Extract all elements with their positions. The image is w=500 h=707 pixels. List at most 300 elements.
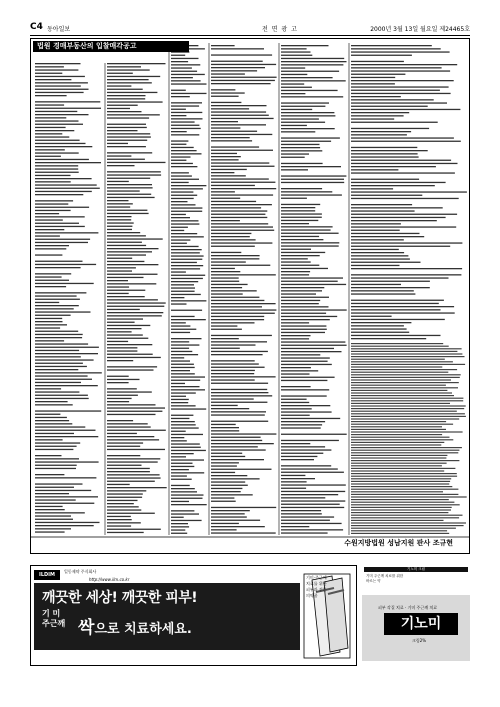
fine-print-line xyxy=(171,179,199,180)
fine-print-line xyxy=(211,348,240,349)
fine-print-line xyxy=(281,348,334,349)
fine-print-line xyxy=(35,223,79,224)
fine-print-line xyxy=(35,436,98,437)
fine-print-line xyxy=(107,468,150,469)
fine-print-line xyxy=(281,468,338,469)
fine-print-line xyxy=(281,526,309,527)
fine-print-line xyxy=(107,325,150,326)
fine-print-line xyxy=(351,507,452,508)
fine-print-line xyxy=(211,510,250,511)
fine-print-line xyxy=(107,446,140,447)
fine-print-line xyxy=(281,507,344,508)
fine-print-line xyxy=(281,377,335,378)
fine-print-line xyxy=(281,188,322,189)
fine-print-line xyxy=(171,329,196,330)
fine-print-line xyxy=(211,223,268,224)
fine-print-line xyxy=(351,128,429,129)
fine-print-line xyxy=(107,493,143,494)
fine-print-line xyxy=(211,414,265,415)
fine-print-line xyxy=(211,140,252,141)
fine-print-line xyxy=(107,500,138,501)
fine-print-line xyxy=(35,276,62,277)
fine-print-line xyxy=(351,509,451,510)
fine-print-line xyxy=(171,172,189,173)
fine-print-line xyxy=(35,248,66,249)
fine-print-line xyxy=(281,217,322,218)
fine-print-line xyxy=(211,246,255,247)
fine-print-line xyxy=(171,233,197,234)
fine-print-line xyxy=(351,122,438,123)
fine-print-line xyxy=(171,316,195,317)
fine-print-line xyxy=(281,169,308,170)
fine-print-line xyxy=(351,424,453,425)
fine-print-line xyxy=(351,517,459,518)
fine-print-line xyxy=(107,124,146,125)
fine-print-line xyxy=(171,291,195,292)
notice-title: 법원 경매부동산의 입찰매각공고 xyxy=(33,41,189,52)
fine-print-line xyxy=(211,255,260,256)
fine-print-line xyxy=(107,143,128,144)
fine-print-line xyxy=(281,484,346,485)
fine-print-line xyxy=(211,379,255,380)
fine-print-line xyxy=(281,364,332,365)
fine-print-line xyxy=(35,503,94,504)
ad-subheadline xyxy=(78,613,192,638)
fine-print-line xyxy=(35,156,61,157)
fine-print-line xyxy=(351,290,414,291)
fine-print-line xyxy=(35,143,86,144)
fine-print-line xyxy=(281,112,334,113)
fine-print-line xyxy=(35,420,69,421)
fine-print-line xyxy=(351,395,454,396)
fine-print-line xyxy=(211,389,267,390)
fine-print-line xyxy=(107,261,144,262)
fine-print-line xyxy=(211,402,267,403)
fine-print-line xyxy=(171,163,193,164)
fine-print-line xyxy=(351,131,411,132)
fine-print-line xyxy=(35,124,83,125)
fine-print-line xyxy=(107,299,158,300)
fine-print-line xyxy=(281,80,346,81)
fine-print-line xyxy=(211,430,239,431)
fine-print-line xyxy=(107,465,142,466)
fine-print-line xyxy=(107,369,154,370)
fine-print-line xyxy=(107,136,151,137)
fine-print-line xyxy=(171,220,199,221)
fine-print-line xyxy=(281,204,320,205)
fine-print-line xyxy=(107,277,144,278)
fine-print-line xyxy=(171,255,204,256)
fine-print-line xyxy=(211,446,258,447)
fine-print-line xyxy=(211,478,260,479)
fine-print-line xyxy=(107,270,132,271)
fine-print-line xyxy=(171,322,186,323)
fine-print-line xyxy=(281,115,335,116)
fine-print-line xyxy=(211,383,268,384)
fine-print-line xyxy=(281,245,339,246)
fine-print-line xyxy=(107,525,131,526)
fine-print-line xyxy=(35,146,92,147)
fine-print-line xyxy=(211,370,255,371)
fine-print-line xyxy=(35,104,64,105)
fine-print-line xyxy=(107,411,162,412)
fine-print-line xyxy=(281,424,322,425)
fine-print-line xyxy=(171,498,203,499)
fine-print-line xyxy=(351,470,444,471)
fine-print-line xyxy=(281,500,345,501)
fine-print-line xyxy=(107,283,156,284)
fine-print-line xyxy=(35,487,74,488)
fine-print-line xyxy=(107,200,129,201)
court-auction-notice xyxy=(30,38,470,554)
fine-print-line xyxy=(281,408,312,409)
fine-print-line xyxy=(211,89,235,90)
fine-print-line xyxy=(107,178,150,179)
fine-print-line xyxy=(35,334,83,335)
fine-print-line xyxy=(35,245,69,246)
fine-print-line xyxy=(107,306,164,307)
fine-print-line xyxy=(211,239,256,240)
fine-print-line xyxy=(351,83,395,84)
fine-print-line xyxy=(171,466,194,467)
fine-print-line xyxy=(351,141,461,142)
fine-print-line xyxy=(107,426,151,427)
side-line-1: 기미·주근깨 xyxy=(306,575,327,580)
fine-print-line xyxy=(211,191,235,192)
fine-print-line xyxy=(351,351,457,352)
fine-print-line xyxy=(171,472,204,473)
fine-print-line xyxy=(171,450,206,451)
fine-print-line xyxy=(281,284,346,285)
fine-print-line xyxy=(171,188,203,189)
fine-print-line xyxy=(107,264,158,265)
fine-print-line xyxy=(211,472,235,473)
fine-print-line xyxy=(351,431,463,432)
fine-print-line xyxy=(211,156,241,157)
brand-url: http://www.ilm.co.kr xyxy=(89,577,130,582)
fine-print-line xyxy=(107,487,167,488)
fine-print-line xyxy=(107,152,152,153)
fine-print-line xyxy=(351,348,462,349)
fine-print-line xyxy=(107,328,142,329)
fine-print-line xyxy=(171,217,190,218)
fine-print-line xyxy=(171,348,189,349)
fine-print-line xyxy=(107,293,129,294)
fine-print-line xyxy=(171,459,204,460)
fine-print-line xyxy=(351,528,456,529)
fine-print-line xyxy=(35,483,83,484)
fine-print-line xyxy=(171,118,203,119)
fine-print-line xyxy=(281,194,342,195)
fine-print-line xyxy=(171,83,207,84)
fine-print-line xyxy=(211,367,265,368)
fine-print-line xyxy=(171,360,190,361)
fine-print-line xyxy=(171,268,200,269)
fine-print-line xyxy=(351,426,442,427)
fine-print-line xyxy=(107,379,140,380)
fine-print-line xyxy=(281,325,326,326)
fine-print-line xyxy=(35,522,100,523)
fine-print-line xyxy=(281,303,319,304)
fine-print-line xyxy=(35,210,71,211)
fine-print-line xyxy=(107,229,132,230)
fine-print-line xyxy=(107,423,148,424)
fine-print-line xyxy=(351,226,456,227)
fine-print-line xyxy=(281,210,315,211)
section-title: 전 면 광 고 xyxy=(262,26,298,33)
fine-print-line xyxy=(281,357,330,358)
fine-print-line xyxy=(351,61,404,62)
fine-print-line xyxy=(107,350,137,351)
fine-print-line xyxy=(351,481,450,482)
fine-print-line xyxy=(107,171,161,172)
fine-print-line xyxy=(35,203,68,204)
fine-print-line xyxy=(35,226,85,227)
fine-print-line xyxy=(107,360,133,361)
fine-print-line xyxy=(351,220,437,221)
fine-print-line xyxy=(281,354,320,355)
fine-print-line xyxy=(351,520,444,521)
fine-print-line xyxy=(281,207,315,208)
fine-print-line xyxy=(35,363,83,364)
fine-print-line xyxy=(351,429,446,430)
fine-print-line xyxy=(351,182,446,183)
fine-print-line xyxy=(281,297,329,298)
fine-print-line xyxy=(35,184,97,185)
fine-print-line xyxy=(281,300,320,301)
fine-print-line xyxy=(107,344,152,345)
fine-print-line xyxy=(35,79,71,80)
fine-print-line xyxy=(107,242,142,243)
fine-print-line xyxy=(171,437,184,438)
fine-print-line xyxy=(211,411,266,412)
fine-print-line xyxy=(211,188,276,189)
fine-print-line xyxy=(107,414,156,415)
fine-print-line xyxy=(281,472,344,473)
fine-print-line xyxy=(107,63,166,64)
fine-print-line xyxy=(107,395,138,396)
fine-print-line xyxy=(351,460,459,461)
fine-print-line xyxy=(351,499,449,500)
fine-print-line xyxy=(107,290,145,291)
fine-print-line xyxy=(211,316,264,317)
fine-print-line xyxy=(107,516,131,517)
publication-name: 동아일보 xyxy=(47,26,71,33)
fine-print-line xyxy=(107,497,142,498)
fine-print-line xyxy=(171,102,202,103)
fine-print-line xyxy=(211,127,240,128)
side-line-4: 의약품 xyxy=(306,593,318,598)
fine-print-line xyxy=(107,181,129,182)
fine-print-line xyxy=(107,162,166,163)
fine-print-line xyxy=(171,373,195,374)
fine-print-line xyxy=(281,287,324,288)
fine-print-line xyxy=(211,146,259,147)
fine-print-line xyxy=(107,404,156,405)
fine-print-line xyxy=(211,475,247,476)
fine-print-line xyxy=(35,283,94,284)
fine-print-line xyxy=(281,265,319,266)
fine-print-line xyxy=(351,166,436,167)
fine-print-line xyxy=(211,297,259,298)
fine-print-line xyxy=(281,427,321,428)
fine-print-line xyxy=(281,157,305,158)
fine-print-line xyxy=(171,424,196,425)
fine-print-line xyxy=(281,497,325,498)
fine-print-line xyxy=(281,163,323,164)
issue-date: 2000년 3월 13일 월요일 제24465호 xyxy=(370,26,470,33)
fine-print-line xyxy=(171,144,186,145)
fine-print-line xyxy=(35,181,71,182)
fine-print-line xyxy=(281,421,325,422)
fine-print-line xyxy=(107,407,165,408)
fine-print-line xyxy=(211,268,235,269)
fine-print-line xyxy=(107,254,146,255)
fine-print-line xyxy=(171,211,202,212)
fine-print-line xyxy=(281,322,309,323)
fine-print-line xyxy=(171,147,194,148)
fine-print-line xyxy=(171,243,187,244)
fine-print-line xyxy=(211,287,242,288)
fine-print-line xyxy=(211,523,239,524)
fine-print-line xyxy=(171,383,185,384)
fine-print-line xyxy=(35,63,81,64)
fine-print-line xyxy=(107,206,130,207)
fine-print-line xyxy=(281,361,328,362)
fine-print-line xyxy=(211,440,262,441)
fine-print-line xyxy=(211,313,275,314)
fine-print-line xyxy=(281,290,322,291)
fine-print-line xyxy=(281,128,335,129)
fine-print-line xyxy=(107,474,160,475)
fine-print-line xyxy=(351,287,430,288)
fine-print-line xyxy=(351,249,399,250)
fine-print-line xyxy=(281,55,312,56)
fine-print-line xyxy=(171,131,187,132)
fine-print-line xyxy=(211,284,248,285)
fine-print-line xyxy=(171,479,192,480)
fine-print-line xyxy=(35,85,81,86)
fine-print-line xyxy=(211,242,272,243)
fine-print-line xyxy=(171,325,190,326)
fine-print-line xyxy=(211,201,256,202)
fine-print-line xyxy=(211,115,269,116)
fine-print-line xyxy=(351,67,442,68)
fine-print-line xyxy=(107,420,133,421)
fine-print-line xyxy=(35,430,96,431)
fine-print-line xyxy=(351,48,441,49)
fine-print-line xyxy=(281,465,331,466)
fine-print-line xyxy=(211,520,260,521)
fine-print-line xyxy=(281,131,315,132)
fine-print-line xyxy=(35,343,88,344)
ad-tag: 기노미 크림 xyxy=(364,567,468,572)
fine-print-line xyxy=(35,496,98,497)
fine-print-line xyxy=(171,341,189,342)
fine-print-line xyxy=(281,220,318,221)
fine-print-line xyxy=(211,217,267,218)
notice-text-columns xyxy=(31,39,470,554)
fine-print-line xyxy=(351,403,450,404)
fine-print-line xyxy=(171,74,205,75)
fine-print-line xyxy=(107,286,129,287)
fine-print-line xyxy=(107,477,161,478)
fine-print-line xyxy=(171,58,199,59)
fine-print-line xyxy=(281,90,338,91)
fine-print-line xyxy=(351,343,443,344)
fine-print-line xyxy=(281,252,325,253)
fine-print-line xyxy=(351,316,392,317)
fine-print-line xyxy=(281,440,339,441)
fine-print-line xyxy=(171,204,196,205)
fine-print-line xyxy=(351,277,449,278)
fine-print-line xyxy=(211,61,263,62)
fine-print-line xyxy=(351,268,462,269)
fine-print-line xyxy=(281,370,318,371)
fine-print-line xyxy=(211,54,272,55)
fine-print-line xyxy=(351,387,458,388)
fine-print-line xyxy=(211,111,266,112)
side-line-3: 피부과 전문 xyxy=(306,587,327,592)
fine-print-line xyxy=(35,188,100,189)
fine-print-line xyxy=(351,322,411,323)
fine-print-line xyxy=(171,513,199,514)
fine-print-line xyxy=(281,71,339,72)
fine-print-line xyxy=(351,236,424,237)
fine-print-line xyxy=(171,55,185,56)
fine-print-line xyxy=(351,416,466,417)
fine-print-line xyxy=(107,338,148,339)
fine-print-line xyxy=(281,405,330,406)
fine-print-line xyxy=(171,128,201,129)
fine-print-line xyxy=(107,238,163,239)
fine-print-line xyxy=(351,150,428,151)
fine-print-line xyxy=(351,163,458,164)
fine-print-line xyxy=(107,509,141,510)
fine-print-line xyxy=(35,324,67,325)
fine-print-line xyxy=(281,258,308,259)
fine-print-line xyxy=(171,125,199,126)
fine-print-line xyxy=(281,380,327,381)
fine-print-line xyxy=(351,93,451,94)
fine-print-line xyxy=(171,344,199,345)
fine-print-line xyxy=(107,532,144,533)
fine-print-line xyxy=(107,235,146,236)
fine-print-line xyxy=(35,465,77,466)
fine-print-line xyxy=(35,385,98,386)
fine-print-line xyxy=(281,153,309,154)
fine-print-line xyxy=(281,166,341,167)
fine-print-line xyxy=(171,491,197,492)
fine-print-line xyxy=(281,147,320,148)
fine-print-line xyxy=(171,294,201,295)
fine-print-line xyxy=(211,70,257,71)
fine-print-line xyxy=(171,389,205,390)
fine-print-line xyxy=(281,249,311,250)
fine-print-line xyxy=(35,375,88,376)
fine-print-line xyxy=(351,332,409,333)
fine-print-line xyxy=(171,67,192,68)
fine-print-line xyxy=(171,166,197,167)
fine-print-line xyxy=(211,293,243,294)
fine-print-line xyxy=(107,442,143,443)
fine-print-line xyxy=(107,140,147,141)
fine-print-line xyxy=(281,106,325,107)
fine-print-line xyxy=(211,376,276,377)
fine-print-line xyxy=(211,392,268,393)
fine-print-line xyxy=(35,280,69,281)
fine-print-line xyxy=(281,402,309,403)
